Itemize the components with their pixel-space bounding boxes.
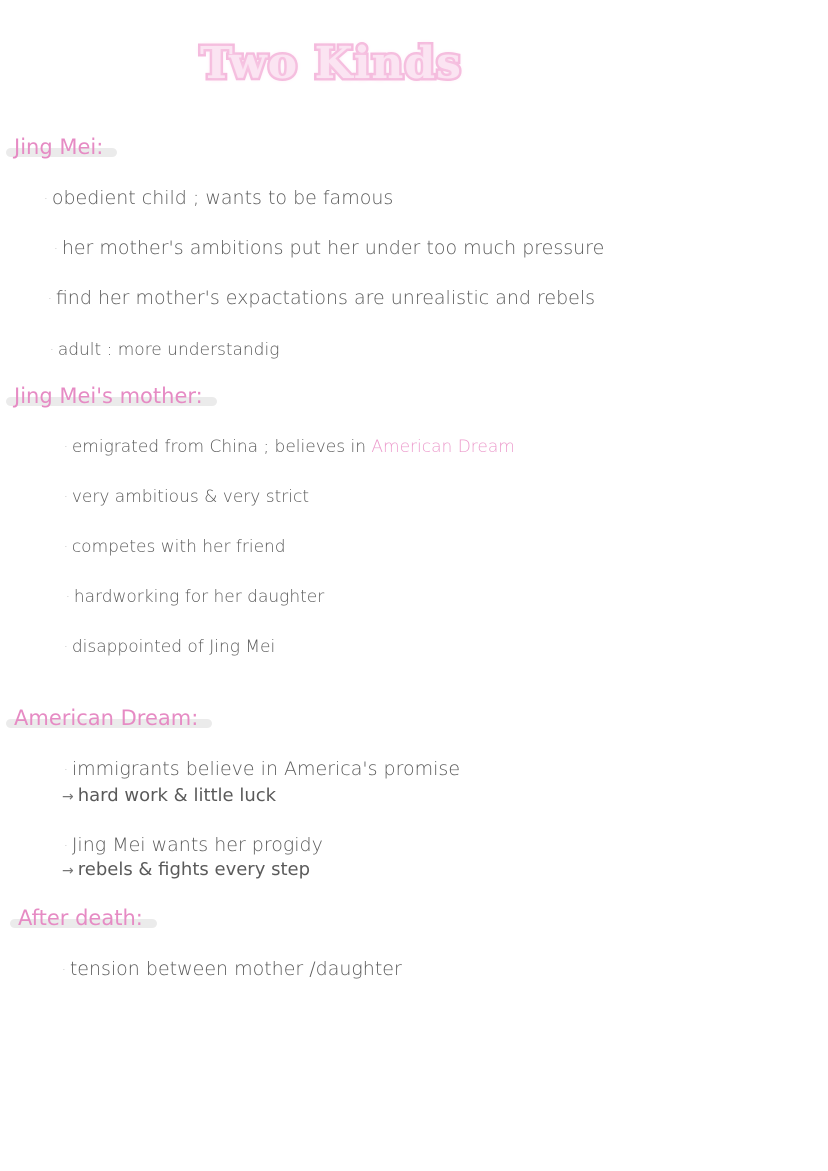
bullet-icon: ·: [64, 762, 68, 777]
arrow-right-icon: →: [62, 863, 74, 879]
heading-after-death: [18, 904, 143, 932]
mother-item-2: · very ambitious & very strict: [64, 487, 309, 507]
heading-american-dream: [14, 704, 198, 732]
jing-mei-item-2: · her mother's ambitions put her under too much pressure: [54, 237, 605, 259]
mother-item-4: · hardworking for her daughter: [66, 587, 325, 607]
american-dream-sub-1: → hard work & little luck: [62, 785, 277, 806]
page-title: Two Kinds: [200, 38, 462, 89]
mother-item-1: · emigrated from China ; believes in American Dream: [64, 437, 515, 457]
bullet-icon: ·: [62, 962, 66, 977]
bullet-icon: ·: [64, 490, 68, 504]
american-dream-item-1: · immigrants believe in America's promise: [64, 758, 461, 780]
bullet-icon: ·: [48, 291, 52, 306]
heading-american-dream-text: American Dream:: [14, 706, 199, 730]
bullet-icon: ·: [64, 440, 68, 454]
mother-item-5: · disappointed of Jing Mei: [64, 637, 276, 657]
bullet-icon: ·: [64, 540, 68, 554]
american-dream-sub-2: → rebels & fights every step: [62, 859, 311, 880]
heading-after-death-text: After death:: [18, 906, 143, 930]
bullet-icon: ·: [64, 640, 68, 654]
heading-jing-mei-text: Jing Mei:: [14, 135, 104, 159]
heading-mother-text: Jing Mei's mother:: [14, 384, 203, 408]
bullet-icon: ·: [44, 191, 48, 206]
mother-item-3: · competes with her friend: [64, 537, 286, 557]
heading-jing-mei: [14, 133, 103, 161]
american-dream-item-2: · Jing Mei wants her progidy: [64, 834, 323, 856]
jing-mei-item-4: · adult : more understandig: [50, 340, 280, 360]
bullet-icon: ·: [50, 343, 54, 357]
jing-mei-item-3: · find her mother's expactations are unrealistic and rebels: [48, 287, 596, 309]
after-death-item-1: · tension between mother /daughter: [62, 958, 402, 980]
arrow-right-icon: →: [62, 789, 74, 805]
jing-mei-item-1: · obedient child ; wants to be famous: [44, 187, 394, 209]
bullet-icon: ·: [54, 241, 58, 256]
bullet-icon: ·: [64, 838, 68, 853]
heading-mother: [14, 382, 203, 410]
bullet-icon: ·: [66, 590, 70, 604]
american-dream-highlight: American Dream: [371, 437, 515, 457]
